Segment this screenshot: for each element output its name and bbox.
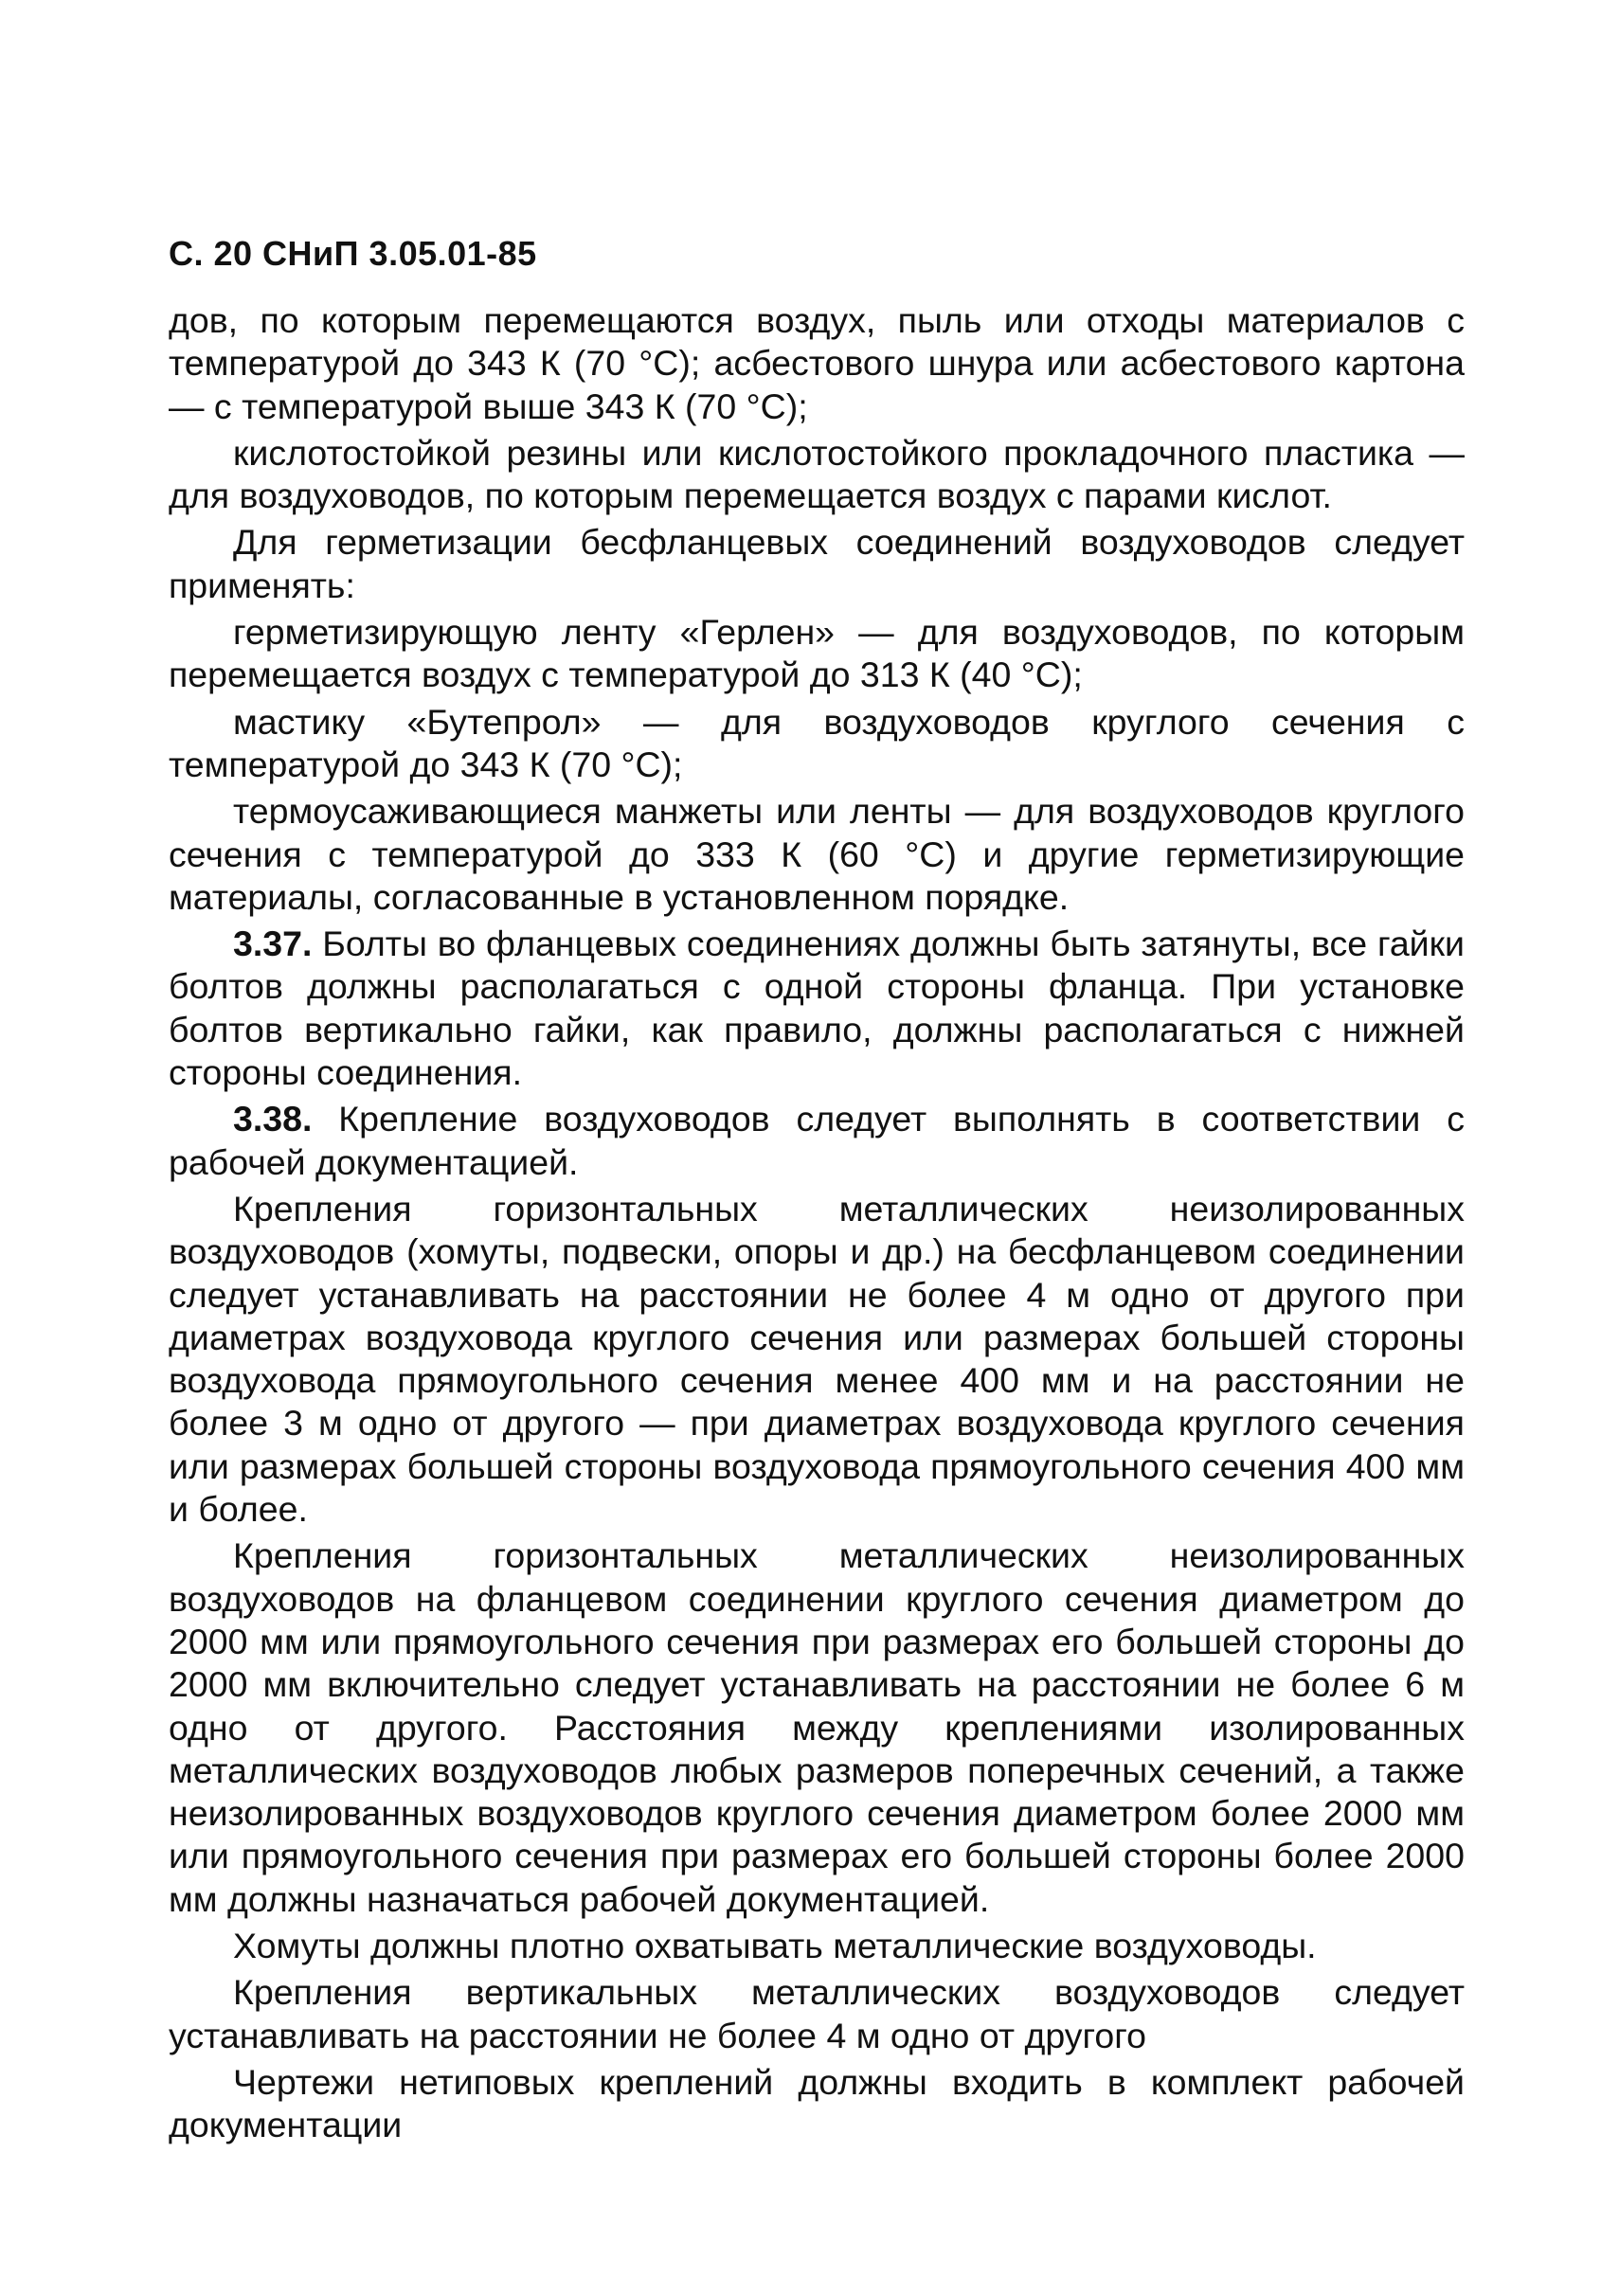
body-text — [169, 299, 1465, 2146]
paragraph — [169, 1925, 1465, 1967]
paragraph-text: Для герметизации бесфланцевых соединений воздуховодов следует применять: — [169, 522, 1465, 605]
paragraph — [169, 299, 1465, 428]
paragraph-text: мастику «Бутепрол» — для воздуховодов круглого сечения с температурой до 343 К (70 °С); — [169, 701, 1465, 784]
paragraph-text: Хомуты должны плотно охватывать металлические воздуховоды. — [233, 1925, 1317, 1965]
paragraph-text: кислотостойкой резины или кислотостойкого прокладочного пластика — для воздуховодов, по которым перемещается воздух с парами кислот. — [169, 432, 1465, 516]
paragraph-text: Крепления горизонтальных металлических неизолированных воздуховодов (хомуты, подвески, опоры и др.) на бесфланцевом соединении следует устанавливать на расстоянии не более 4 м одно от другого при диаметрах воздуховода круглого сечения или размерах большей стороны воздуховода прямоугольного сечения менее 400 мм и на расстоянии не более 3 м одно от другого — при диаметрах воздуховода круглого сечения или размерах большей стороны воздуховода прямоугольного сечения 400 мм и более. — [169, 1188, 1465, 1530]
paragraph-text: Крепление воздуховодов следует выполнять в соответствии с рабочей документацией. — [169, 1099, 1465, 1182]
paragraph-text: Чертежи нетиповых креплений должны входить в комплект рабочей документации — [169, 2061, 1465, 2145]
paragraph — [169, 1534, 1465, 1921]
paragraph — [169, 432, 1465, 518]
paragraph — [169, 790, 1465, 919]
page-header: С. 20 СНиП 3.05.01-85 — [169, 234, 537, 273]
paragraph-text: Крепления горизонтальных металлических неизолированных воздуховодов на фланцевом соединении круглого сечения диаметром до 2000 мм или прямоугольного сечения при размерах его большей стороны до 2000 мм включительно следует устанавливать на расстоянии не более 6 м одно от другого. Расстояния между креплениями изолированных металлических воздуховодов любых размеров поперечных сечений, а также неизолированных воздуховодов круглого сечения диаметром более 2000 мм или прямоугольного сечения при размерах его большей стороны более 2000 мм должны назначаться рабочей документацией. — [169, 1535, 1465, 1919]
paragraph — [169, 2061, 1465, 2147]
clause-number: 3.38. — [233, 1099, 313, 1139]
paragraph-text: герметизирующую ленту «Герлен» — для воздуховодов, по которым перемещается воздух с температурой до 313 К (40 °С); — [169, 612, 1465, 695]
paragraph — [169, 701, 1465, 787]
paragraph-text: дов, по которым перемещаются воздух, пыль или отходы материалов с температурой до 343 К (70 °С); асбестового шнура или асбестового картона — с температурой выше 343 К (70 °С); — [169, 300, 1465, 426]
paragraph — [169, 521, 1465, 607]
paragraph — [169, 1971, 1465, 2057]
document-page — [169, 235, 1465, 2150]
paragraph — [169, 923, 1465, 1094]
paragraph-text: термоусаживающиеся манжеты или ленты — для воздуховодов круглого сечения с температурой до 333 К (60 °С) и другие герметизирующие материалы, согласованные в установленном порядке. — [169, 791, 1465, 917]
paragraph-text: Крепления вертикальных металлических воздуховодов следует устанавливать на расстоянии не более 4 м одно от другого — [169, 1972, 1465, 2055]
paragraph-text: Болты во фланцевых соединениях должны быть затянуты, все гайки болтов должны располагаться с одной стороны фланца. При установке болтов вертикально гайки, как правило, должны располагаться с нижней стороны соединения. — [169, 924, 1465, 1093]
paragraph — [169, 611, 1465, 697]
paragraph — [169, 1098, 1465, 1184]
clause-number: 3.37. — [233, 924, 313, 964]
paragraph — [169, 1188, 1465, 1531]
